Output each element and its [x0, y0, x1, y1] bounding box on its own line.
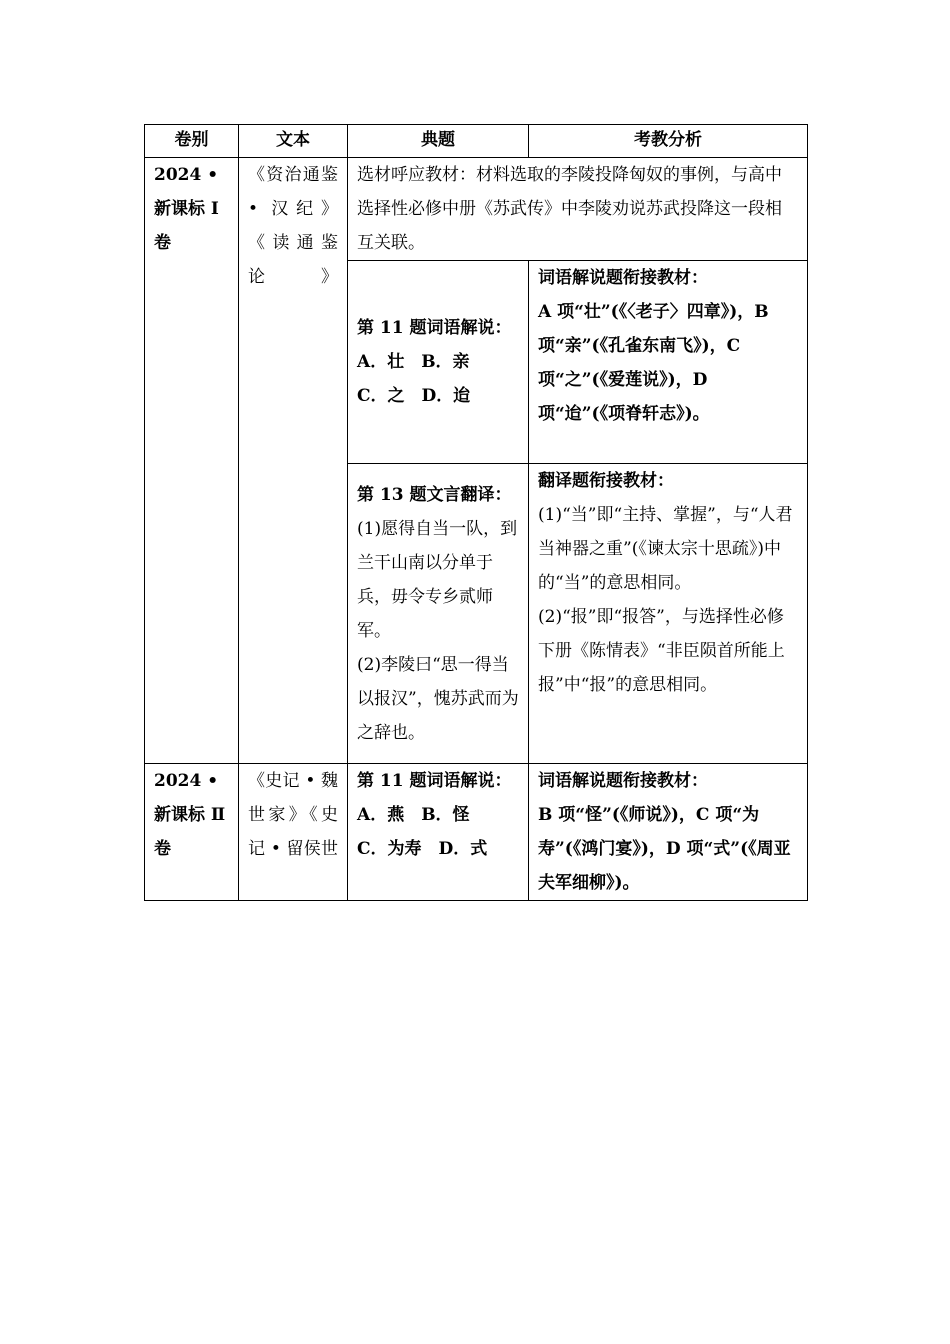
- question-cell-13: [348, 464, 529, 764]
- question-options: A．燕 B．怪: [357, 805, 470, 825]
- question-title: 第 11 题词语解说：: [357, 318, 512, 338]
- analysis-point-1: (1)“当”即“主持、掌握”，与“人君当神器之重”(《谏太宗十思疏》)中的“当”的意思相同。: [538, 505, 793, 593]
- question-options: C．之 D．迨: [357, 386, 471, 406]
- exam-analysis-table: [144, 124, 808, 901]
- analysis-cell-13: [529, 464, 808, 764]
- table-row: [145, 764, 808, 901]
- question-title: 第 13 题文言翻译：: [357, 484, 512, 505]
- question-title: 第 11 题词语解说：: [357, 771, 512, 791]
- header-row: [145, 125, 808, 158]
- table-row: [145, 158, 808, 261]
- question-options: C．为寿 D．式: [357, 839, 488, 859]
- header-text: 文本: [239, 125, 348, 158]
- text-cell-1: 《资治通鉴 • 汉纪》《读通鉴论》: [239, 158, 348, 764]
- question-cell-ii-11: [348, 764, 529, 901]
- analysis-title: 词语解说题衔接教材：: [538, 771, 708, 791]
- question-options: A．壮 B．亲: [357, 352, 470, 372]
- volume-cell-2: 2024 • 新课标 Ⅱ 卷: [145, 764, 239, 901]
- header-volume: 卷别: [145, 125, 239, 158]
- translation-1: (1)愿得自当一队，到兰干山南以分单于兵，毋令专乡贰师军。: [357, 518, 518, 641]
- translation-2: (2)李陵曰“思一得当以报汉”，愧苏武而为之辞也。: [357, 654, 519, 743]
- analysis-cell-ii-11: [529, 764, 808, 901]
- analysis-cell-11: [529, 261, 808, 464]
- text-cell-2: 《史记 • 魏世家》《史记 • 留侯世: [239, 764, 348, 901]
- analysis-body: A 项“壮”(《〈老子〉四章》)，B 项“亲”(《孔雀东南飞》)，C 项“之”(《爱莲说》)，D 项“迨”(《项脊轩志》)。: [538, 302, 769, 424]
- analysis-point-2: (2)“报”即“报答”，与选择性必修下册《陈情表》“非臣陨首所能上报”中“报”的意思相同。: [538, 607, 785, 695]
- analysis-title: 翻译题衔接教材：: [538, 471, 674, 491]
- volume-cell-1: 2024 • 新课标 Ⅰ 卷: [145, 158, 239, 764]
- analysis-body: B 项“怪”(《师说》)，C 项“为寿”(《鸿门宴》)，D 项“式”(《周亚夫军细柳》)。: [538, 805, 791, 893]
- header-analysis: 考教分析: [529, 125, 808, 158]
- question-cell-11: [348, 261, 529, 464]
- analysis-title: 词语解说题衔接教材：: [538, 268, 708, 288]
- summary-cell: 选材呼应教材：材料选取的李陵投降匈奴的事例，与高中选择性必修中册《苏武传》中李陵劝说苏武投降这一段相互关联。: [348, 158, 808, 261]
- header-question: 典题: [348, 125, 529, 158]
